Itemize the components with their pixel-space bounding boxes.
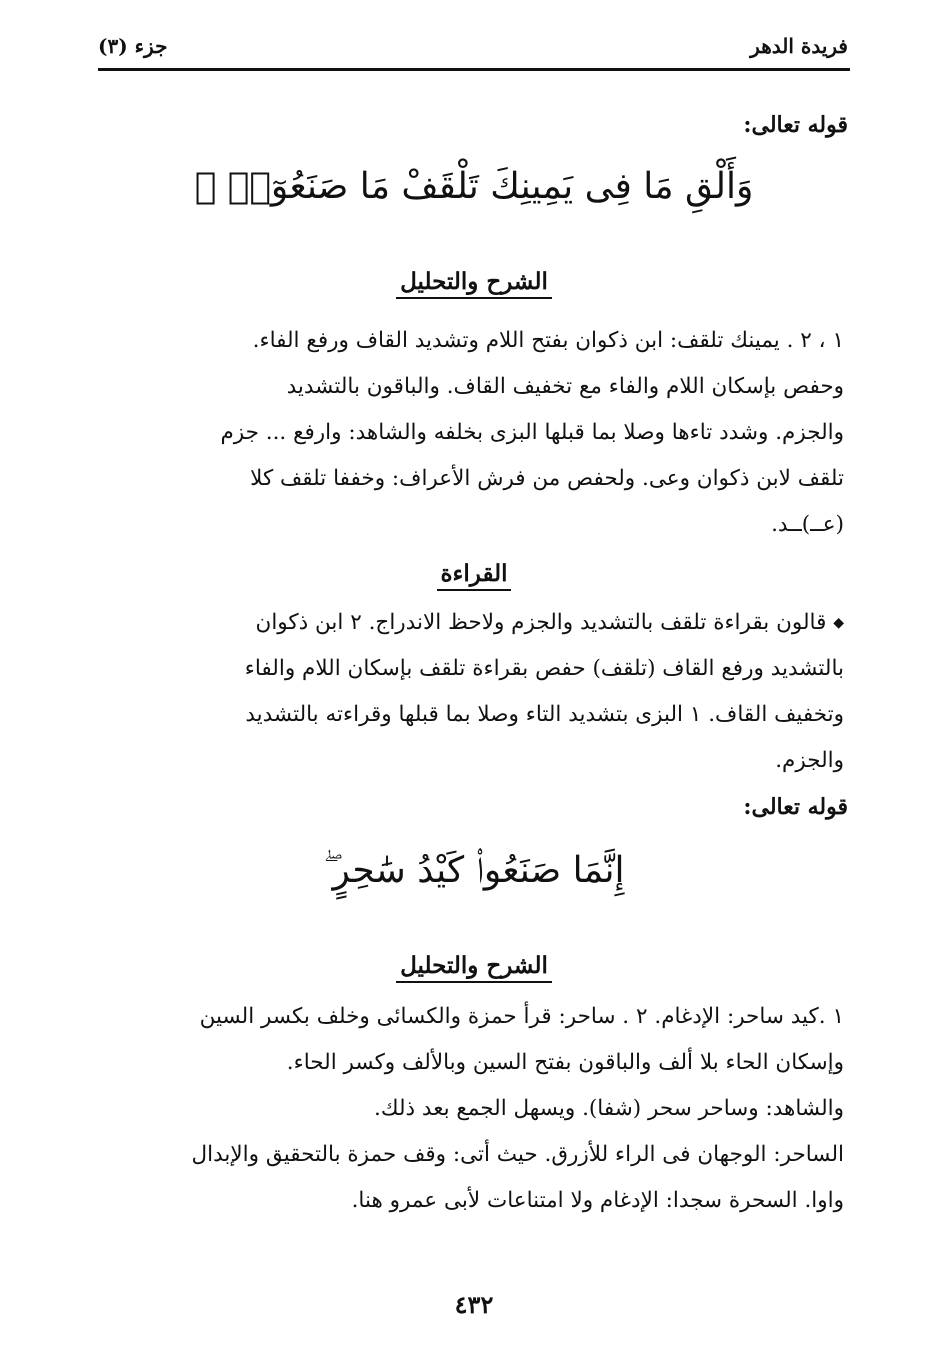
- text-line: وإسكان الحاء بلا ألف والباقون بفتح السين وبالألف وكسر الحاء.: [286, 1050, 844, 1075]
- text-line: [110, 600, 844, 646]
- text-line: وحفص بإسكان اللام والفاء مع تخفيف القاف. والباقون بالتشديد: [286, 374, 844, 399]
- header-divider: [98, 68, 850, 71]
- text-line: (عــ)ــد.: [771, 512, 844, 537]
- text-line: الساحر: الوجهان فى الراء للأزرق. حيث أتى: وقف حمزة بالتحقيق والإبدال: [191, 1142, 844, 1167]
- reading-heading-text: القراءة: [437, 560, 512, 591]
- quran-verse: وَأَلْقِ مَا فِى يَمِينِكَ تَلْقَفْ مَا صَنَعُوٓا۟ ۖ: [194, 166, 754, 207]
- text-line: تلقف لابن ذكوان وعى. ولحفص من فرش الأعراف: وخففا تلقف كلا: [250, 466, 844, 491]
- reading-paragraph: [110, 600, 844, 784]
- analysis-paragraph: [110, 994, 844, 1224]
- text-line: بالتشديد ورفع القاف (تلقف) حفص بقراءة تلقف بإسكان اللام والفاء: [244, 656, 844, 681]
- analysis-heading: [98, 952, 850, 979]
- quran-verse: إِنَّمَا صَنَعُوا۟ كَيْدُ سَٰحِرٍ ۖ: [323, 850, 625, 891]
- book-title: فريدة الدهر: [750, 34, 848, 58]
- part-number: جزء (٣): [98, 34, 168, 58]
- page-header: [98, 30, 848, 70]
- verse-intro-label: قوله تعالى:: [743, 112, 848, 138]
- text-line: واوا. السحرة سجدا: الإدغام ولا امتناعات لأبى عمرو هنا.: [351, 1188, 844, 1213]
- analysis-heading-text: الشرح والتحليل: [396, 952, 552, 983]
- text-line: وتخفيف القاف. ١ البزى بتشديد التاء وصلا بما قبلها وقراءته بالتشديد: [245, 702, 844, 727]
- text-line: والجزم. وشدد تاءها وصلا بما قبلها البزى بخلفه والشاهد: وارفع ... جزم: [220, 420, 844, 445]
- reading-heading: [98, 560, 850, 587]
- text-line: والجزم.: [775, 748, 844, 773]
- page-number: ٤٣٢: [454, 1290, 494, 1319]
- verse-intro-label: قوله تعالى:: [743, 794, 848, 820]
- reading-line-text: قالون بقراءة تلقف بالتشديد والجزم ولاحظ الاندراج. ٢ ابن ذكوان: [255, 610, 827, 635]
- analysis-heading-text: الشرح والتحليل: [396, 268, 552, 299]
- diamond-bullet-icon: ◆: [833, 615, 844, 631]
- analysis-heading: [98, 268, 850, 295]
- text-line: ١ .كيد ساحر: الإدغام. ٢ . ساحر: قرأ حمزة والكسائى وخلف بكسر السين: [199, 1004, 844, 1029]
- analysis-paragraph: [110, 318, 844, 548]
- text-line: والشاهد: وساحر سحر (شفا). ويسهل الجمع بعد ذلك.: [374, 1096, 844, 1121]
- text-line: ١ ، ٢ . يمينك تلقف: ابن ذكوان بفتح اللام وتشديد القاف ورفع الفاء.: [252, 328, 844, 353]
